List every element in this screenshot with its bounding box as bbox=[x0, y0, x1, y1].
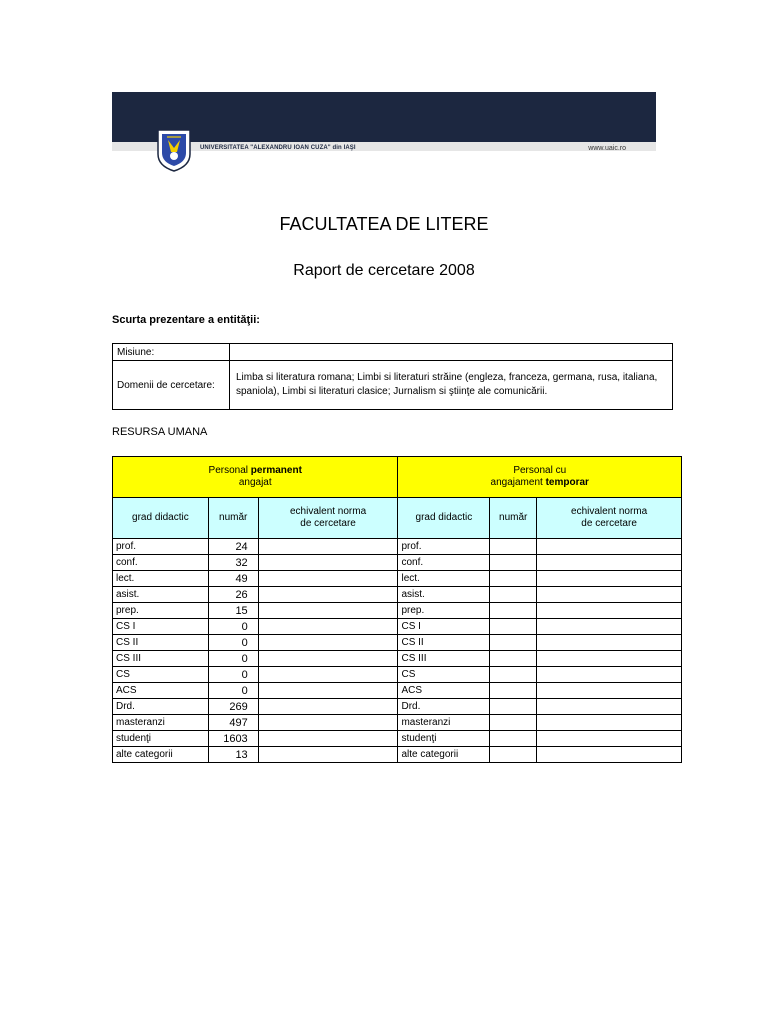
cell-numar-t bbox=[490, 603, 537, 619]
report-title: Raport de cercetare 2008 bbox=[293, 262, 475, 279]
cell-grad: CS II bbox=[113, 635, 209, 651]
cell-grad-t: prep. bbox=[398, 603, 490, 619]
table-row bbox=[113, 539, 682, 555]
cell-grad: masteranzi bbox=[113, 715, 209, 731]
cell-grad-t: CS I bbox=[398, 619, 490, 635]
misiune-label: Misiune: bbox=[113, 344, 230, 361]
cell-grad-t: Drd. bbox=[398, 699, 490, 715]
university-crest-icon bbox=[154, 128, 194, 172]
cell-numar-t bbox=[490, 555, 537, 571]
table-row bbox=[113, 635, 682, 651]
domenii-value: Limba si literatura romana; Limbi si literaturi străine (engleza, franceza, germana, rusa, italiana, spaniola), Limbi si literaturi clasice; Jurnalism si ştiinţe ale comunicării. bbox=[230, 361, 673, 410]
cell-numar: 497 bbox=[208, 715, 258, 731]
cell-echiv-t bbox=[537, 699, 682, 715]
cell-numar: 26 bbox=[208, 587, 258, 603]
section-heading: Scurta prezentare a entităţii: bbox=[112, 314, 260, 326]
cell-numar: 0 bbox=[208, 635, 258, 651]
cell-numar-t bbox=[490, 747, 537, 763]
cell-echiv-t bbox=[537, 731, 682, 747]
cell-numar-t bbox=[490, 667, 537, 683]
cell-numar-t bbox=[490, 571, 537, 587]
university-banner bbox=[112, 92, 656, 177]
cell-grad: CS bbox=[113, 667, 209, 683]
cell-grad-t: alte categorii bbox=[398, 747, 490, 763]
cell-numar-t bbox=[490, 635, 537, 651]
cell-grad-t: studenţi bbox=[398, 731, 490, 747]
cell-numar-t bbox=[490, 651, 537, 667]
cell-grad: studenţi bbox=[113, 731, 209, 747]
cell-grad: prep. bbox=[113, 603, 209, 619]
col-echiv: echivalent norma de cercetare bbox=[258, 498, 398, 539]
permanent-post: angajat bbox=[238, 477, 272, 488]
cell-numar-t bbox=[490, 683, 537, 699]
cell-numar-t bbox=[490, 731, 537, 747]
cell-echiv bbox=[258, 587, 398, 603]
cell-echiv bbox=[258, 603, 398, 619]
temporar-header bbox=[398, 457, 682, 498]
cell-grad: asist. bbox=[113, 587, 209, 603]
cell-echiv-t bbox=[537, 683, 682, 699]
table-row bbox=[113, 619, 682, 635]
cell-numar: 32 bbox=[208, 555, 258, 571]
table-row bbox=[113, 344, 673, 361]
cell-echiv-t bbox=[537, 635, 682, 651]
temporar-bold: temporar bbox=[545, 477, 589, 488]
cell-echiv bbox=[258, 683, 398, 699]
cell-grad-t: masteranzi bbox=[398, 715, 490, 731]
misiune-value bbox=[230, 344, 673, 361]
table-row bbox=[113, 667, 682, 683]
cell-echiv-t bbox=[537, 747, 682, 763]
cell-echiv bbox=[258, 539, 398, 555]
cell-numar: 0 bbox=[208, 619, 258, 635]
col-grad: grad didactic bbox=[113, 498, 209, 539]
cell-echiv bbox=[258, 747, 398, 763]
human-resources-table bbox=[112, 456, 682, 763]
cell-grad-t: CS bbox=[398, 667, 490, 683]
permanent-bold: permanent bbox=[250, 465, 302, 476]
col-echiv-temp: echivalent norma de cercetare bbox=[537, 498, 682, 539]
cell-grad: lect. bbox=[113, 571, 209, 587]
cell-grad: prof. bbox=[113, 539, 209, 555]
cell-echiv-t bbox=[537, 603, 682, 619]
cell-echiv-t bbox=[537, 667, 682, 683]
resurse-heading: RESURSA UMANA bbox=[112, 426, 208, 438]
university-name: UNIVERSITATEA "ALEXANDRU IOAN CUZA" din IAŞI bbox=[200, 145, 356, 151]
cell-grad: CS III bbox=[113, 651, 209, 667]
faculty-title: FACULTATEA DE LITERE bbox=[279, 214, 489, 234]
table-row bbox=[113, 747, 682, 763]
cell-echiv-t bbox=[537, 571, 682, 587]
table-row bbox=[113, 361, 673, 410]
table-row bbox=[113, 715, 682, 731]
table-row bbox=[113, 587, 682, 603]
permanent-pre: Personal bbox=[208, 465, 251, 476]
cell-grad-t: prof. bbox=[398, 539, 490, 555]
cell-echiv bbox=[258, 619, 398, 635]
cell-grad-t: lect. bbox=[398, 571, 490, 587]
cell-echiv bbox=[258, 571, 398, 587]
cell-numar-t bbox=[490, 619, 537, 635]
cell-echiv bbox=[258, 699, 398, 715]
cell-numar: 0 bbox=[208, 667, 258, 683]
website-link[interactable]: www.uaic.ro bbox=[588, 145, 626, 152]
cell-numar: 0 bbox=[208, 651, 258, 667]
cell-echiv bbox=[258, 635, 398, 651]
cell-echiv-t bbox=[537, 619, 682, 635]
cell-echiv bbox=[258, 715, 398, 731]
cell-numar: 269 bbox=[208, 699, 258, 715]
cell-numar-t bbox=[490, 539, 537, 555]
cell-numar-t bbox=[490, 587, 537, 603]
cell-numar: 13 bbox=[208, 747, 258, 763]
cell-grad-t: ACS bbox=[398, 683, 490, 699]
cell-numar: 24 bbox=[208, 539, 258, 555]
cell-echiv bbox=[258, 667, 398, 683]
cell-echiv-t bbox=[537, 539, 682, 555]
presentation-table bbox=[112, 343, 673, 410]
permanent-header bbox=[113, 457, 398, 498]
cell-grad: alte categorii bbox=[113, 747, 209, 763]
col-numar: număr bbox=[208, 498, 258, 539]
cell-numar: 15 bbox=[208, 603, 258, 619]
cell-grad-t: asist. bbox=[398, 587, 490, 603]
cell-numar-t bbox=[490, 715, 537, 731]
cell-echiv-t bbox=[537, 715, 682, 731]
cell-grad: ACS bbox=[113, 683, 209, 699]
table-row bbox=[113, 731, 682, 747]
cell-numar: 1603 bbox=[208, 731, 258, 747]
table-row bbox=[113, 555, 682, 571]
cell-numar: 49 bbox=[208, 571, 258, 587]
table-row bbox=[113, 603, 682, 619]
cell-echiv bbox=[258, 651, 398, 667]
temporar-pre: Personal cu bbox=[513, 465, 567, 476]
cell-echiv-t bbox=[537, 587, 682, 603]
header-row bbox=[113, 457, 682, 498]
cell-grad-t: conf. bbox=[398, 555, 490, 571]
cell-echiv bbox=[258, 555, 398, 571]
col-grad-temp: grad didactic bbox=[398, 498, 490, 539]
cell-numar-t bbox=[490, 699, 537, 715]
domenii-label: Domenii de cercetare: bbox=[113, 361, 230, 410]
cell-echiv bbox=[258, 731, 398, 747]
column-header-row bbox=[113, 498, 682, 539]
cell-grad-t: CS II bbox=[398, 635, 490, 651]
cell-grad: CS I bbox=[113, 619, 209, 635]
cell-grad-t: CS III bbox=[398, 651, 490, 667]
table-row bbox=[113, 571, 682, 587]
col-numar-temp: număr bbox=[490, 498, 537, 539]
table-row bbox=[113, 699, 682, 715]
cell-numar: 0 bbox=[208, 683, 258, 699]
cell-echiv-t bbox=[537, 555, 682, 571]
cell-grad: Drd. bbox=[113, 699, 209, 715]
table-row bbox=[113, 683, 682, 699]
cell-echiv-t bbox=[537, 651, 682, 667]
temporar-post: angajament bbox=[490, 477, 546, 488]
cell-grad: conf. bbox=[113, 555, 209, 571]
table-row bbox=[113, 651, 682, 667]
